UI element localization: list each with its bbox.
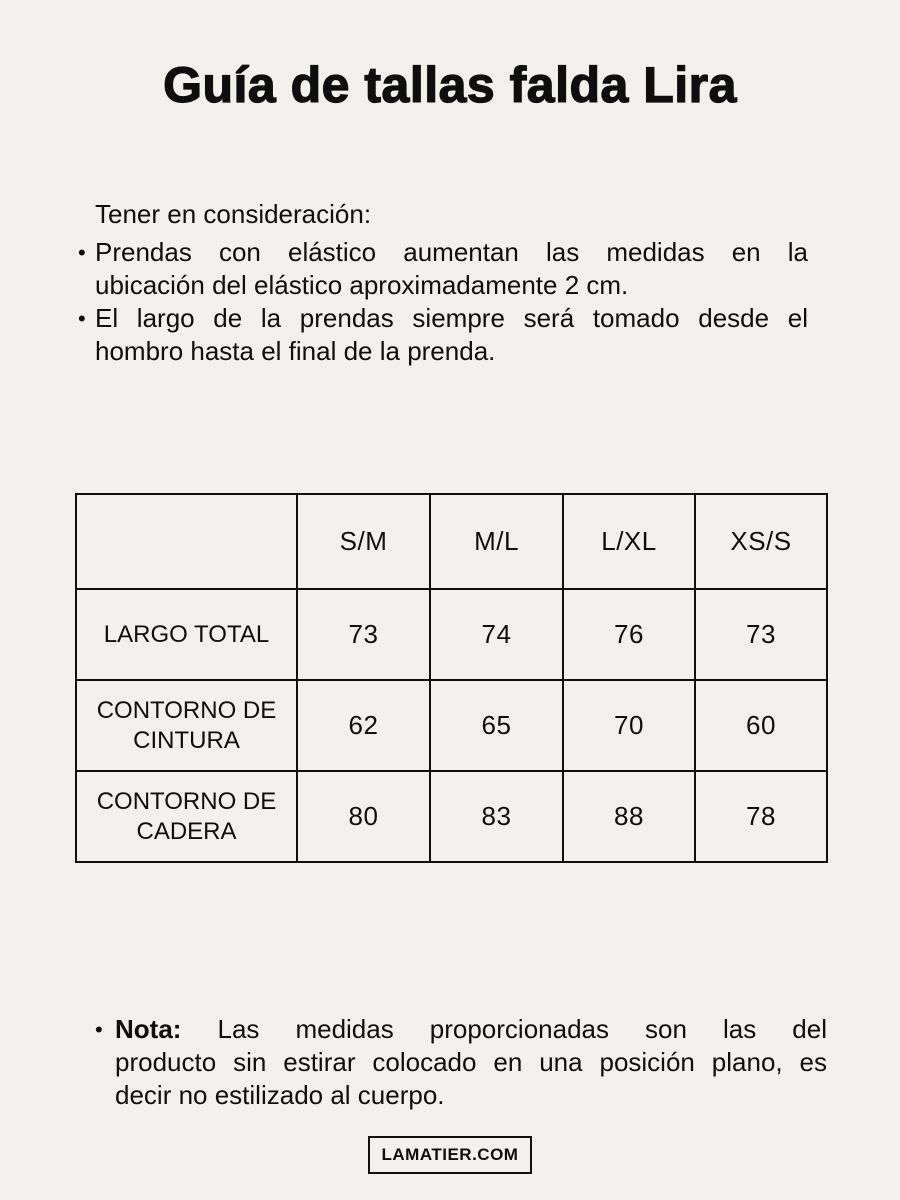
table-cell: 83	[430, 771, 563, 862]
corner-cell	[76, 494, 297, 589]
bullet-icon: •	[78, 306, 86, 331]
table-cell: 60	[695, 680, 827, 771]
text-line: decir no estilizado al cuerpo.	[115, 1080, 445, 1110]
table-row	[76, 680, 827, 771]
table-cell: 76	[563, 589, 695, 680]
note-line-rest: Las medidas proporcionadas son las del	[217, 1014, 827, 1044]
column-header-ml: M/L	[430, 494, 563, 589]
table-cell: 70	[563, 680, 695, 771]
column-header-lxl: L/XL	[563, 494, 695, 589]
table-row	[76, 771, 827, 862]
brand-badge: LAMATIER.COM	[368, 1136, 533, 1174]
size-table	[75, 493, 828, 863]
text-line: hombro hasta el final de la prenda.	[95, 336, 496, 366]
table-cell: 73	[297, 589, 430, 680]
table-cell: 88	[563, 771, 695, 862]
list-item-text	[95, 236, 808, 302]
text-line: producto sin estirar colocado en una posición plano, es	[115, 1047, 827, 1077]
bullet-icon: •	[95, 1017, 103, 1042]
text-line: Prendas con elástico aumentan las medidas en la	[95, 237, 808, 267]
row-label: CONTORNO DE CADERA	[76, 771, 297, 862]
list-item	[78, 236, 808, 302]
considerations-section	[78, 198, 808, 368]
table-cell: 73	[695, 589, 827, 680]
note-label: Nota:	[115, 1014, 182, 1044]
list-item	[78, 302, 808, 368]
table-header-row	[76, 494, 827, 589]
list-item-text	[95, 302, 808, 368]
table-cell: 62	[297, 680, 430, 771]
column-header-xss: XS/S	[695, 494, 827, 589]
column-header-sm: S/M	[297, 494, 430, 589]
footer	[0, 1136, 900, 1174]
table-row	[76, 589, 827, 680]
row-label: LARGO TOTAL	[76, 589, 297, 680]
bullet-icon: •	[78, 240, 86, 265]
page-title: Guía de tallas falda Lira	[163, 57, 737, 113]
text-line: El largo de la prendas siempre será tomado desde el	[95, 303, 808, 333]
row-label: CONTORNO DE CINTURA	[76, 680, 297, 771]
considerations-heading: Tener en consideración:	[95, 199, 372, 229]
note-text	[115, 1013, 827, 1112]
table-cell: 74	[430, 589, 563, 680]
table-cell: 65	[430, 680, 563, 771]
text-line: ubicación del elástico aproximadamente 2 cm.	[95, 270, 629, 300]
note-section	[95, 1013, 827, 1112]
text-line	[115, 1013, 827, 1046]
table-cell: 78	[695, 771, 827, 862]
table-cell: 80	[297, 771, 430, 862]
